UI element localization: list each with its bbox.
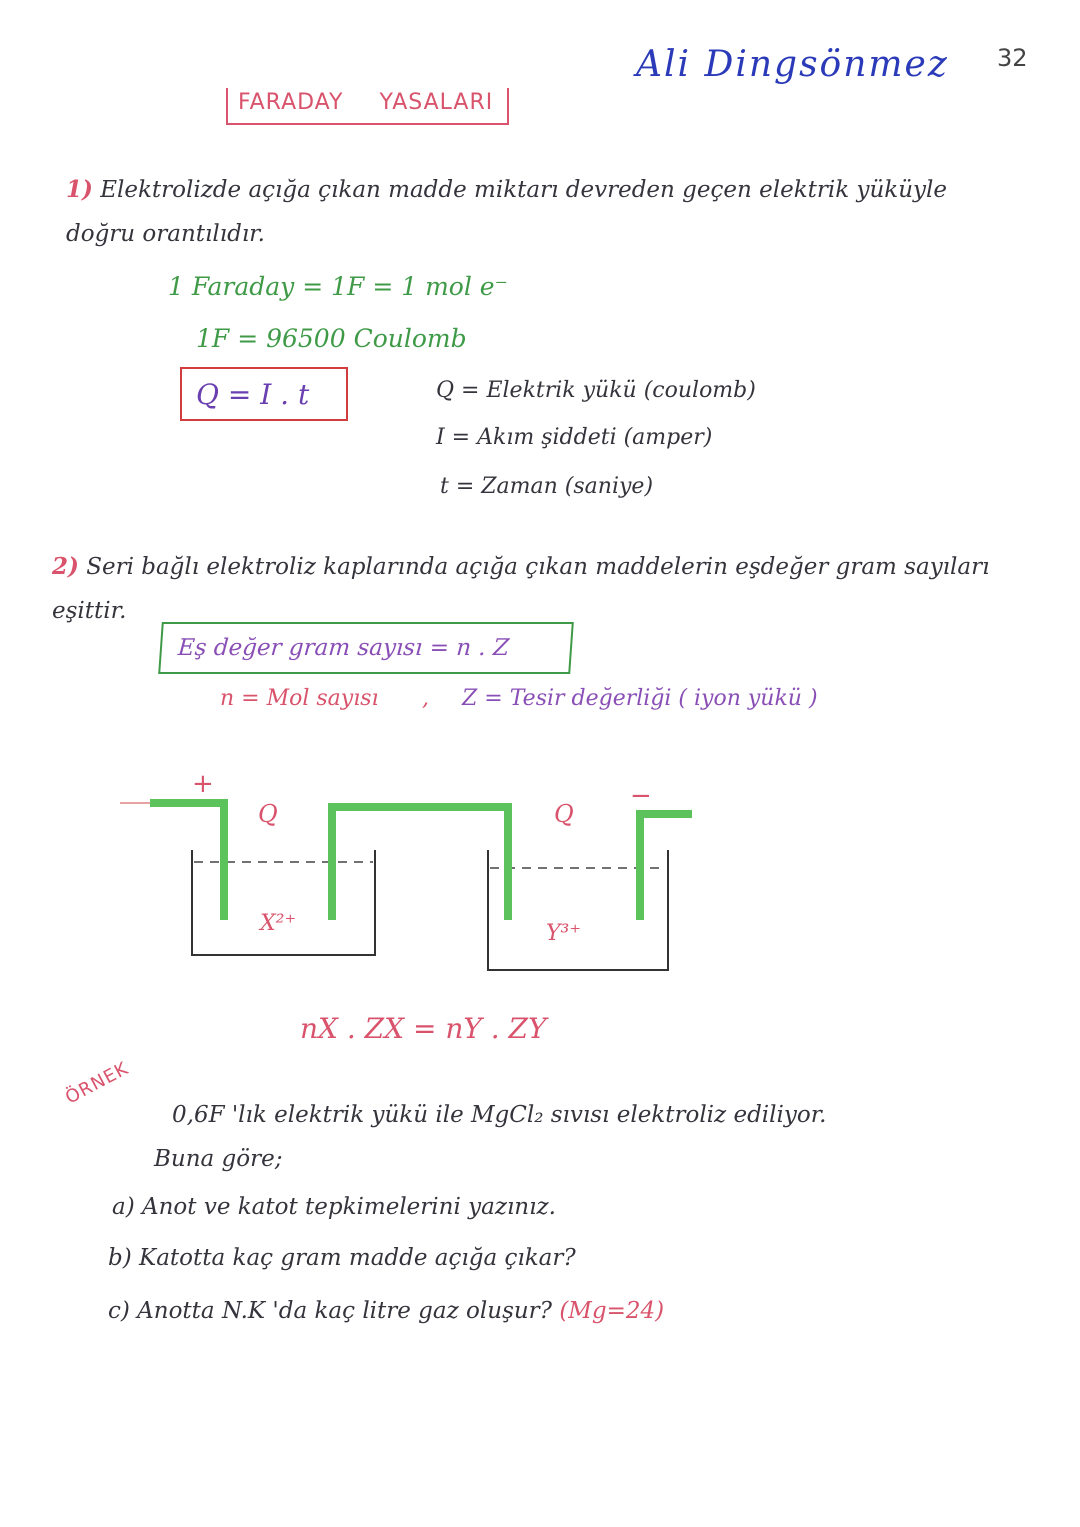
question-c-text: c) Anotta N.K 'da kaç litre gaz oluşur? bbox=[108, 1298, 553, 1324]
n-definition: n = Mol sayısı bbox=[220, 686, 379, 711]
equivalent-formula-box bbox=[158, 622, 574, 674]
question-b: b) Katotta kaç gram madde açığa çıkar? bbox=[108, 1245, 576, 1271]
faraday-equation: 1 Faraday = 1F = 1 mol e⁻ bbox=[168, 272, 508, 301]
electrolysis-cells-diagram bbox=[110, 770, 730, 990]
connecting-wire bbox=[332, 807, 508, 920]
charge-q-right: Q bbox=[554, 800, 574, 828]
example-statement: 0,6F 'lık elektrik yükü ile MgCl₂ sıvısı elektroliz ediliyor. bbox=[172, 1102, 827, 1128]
definition-q: Q = Elektrik yükü (coulomb) bbox=[436, 378, 756, 403]
question-c bbox=[108, 1298, 664, 1324]
page-title bbox=[226, 88, 509, 125]
ion-x: X²⁺ bbox=[260, 911, 297, 936]
question-c-note: (Mg=24) bbox=[559, 1298, 665, 1324]
page-number: 32 bbox=[997, 44, 1028, 72]
law-2-number: 2) bbox=[52, 553, 79, 580]
z-definition: Z = Tesir değerliği ( iyon yükü ) bbox=[462, 686, 818, 711]
law-1-number: 1) bbox=[66, 176, 93, 203]
title-word-yasalari: YASALARI bbox=[379, 90, 494, 115]
ion-y: Y³⁺ bbox=[546, 921, 581, 946]
faraday-coulomb: 1F = 96500 Coulomb bbox=[196, 324, 467, 353]
left-cell-container bbox=[192, 850, 375, 955]
law-1 bbox=[66, 168, 986, 256]
example-label: ÖRNEK bbox=[62, 1057, 133, 1109]
formula-q-box bbox=[180, 367, 348, 421]
example-lead: Buna göre; bbox=[154, 1146, 283, 1172]
equivalent-formula: Eş değer gram sayısı = n . Z bbox=[177, 635, 510, 661]
author-name: Ali Dingsönmez bbox=[636, 44, 949, 85]
definition-i: I = Akım şiddeti (amper) bbox=[436, 425, 713, 450]
title-word-faraday: FARADAY bbox=[238, 90, 344, 115]
law-2 bbox=[52, 545, 992, 633]
plus-sign: + bbox=[192, 770, 214, 799]
minus-sign: − bbox=[630, 781, 652, 811]
cathode-wire bbox=[640, 814, 692, 920]
formula-q: Q = I . t bbox=[196, 377, 310, 411]
question-a: a) Anot ve katot tepkimelerini yazınız. bbox=[112, 1194, 556, 1220]
charge-q-left: Q bbox=[258, 800, 278, 828]
law-2-text: Seri bağlı elektroliz kaplarında açığa çıkan maddelerin eşdeğer gram sayıları eşittir. bbox=[52, 554, 990, 624]
equivalence-relation: nX . ZX = nY . ZY bbox=[300, 1012, 547, 1045]
definition-separator: , bbox=[422, 686, 429, 711]
definition-t: t = Zaman (saniye) bbox=[440, 474, 654, 499]
law-1-text: Elektrolizde açığa çıkan madde miktarı devreden geçen elektrik yüküyle doğru orantılıdır. bbox=[66, 177, 947, 247]
